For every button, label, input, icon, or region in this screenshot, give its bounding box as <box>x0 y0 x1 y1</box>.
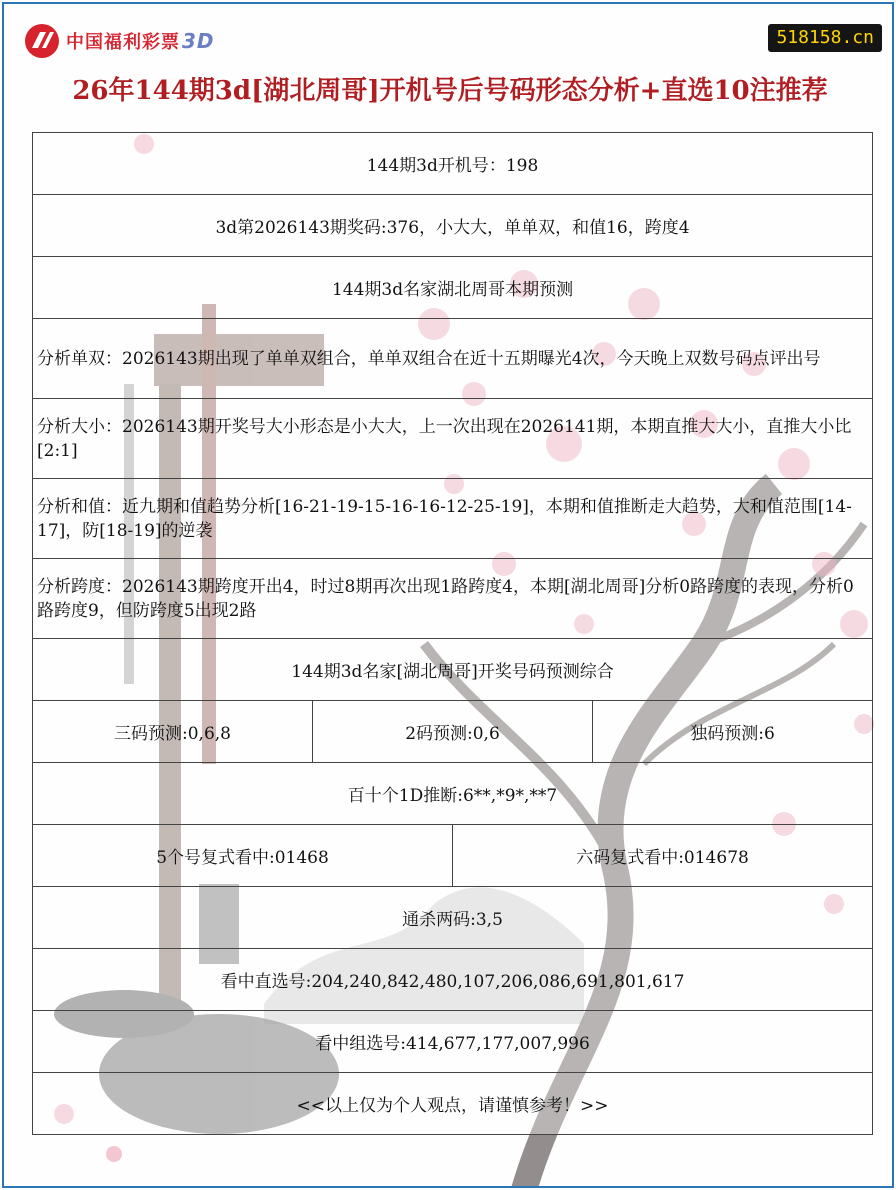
page-frame <box>2 2 894 1188</box>
site-badge[interactable]: 518158.cn <box>768 24 882 52</box>
table-row <box>33 701 873 763</box>
analysis-odd-even: 分析单双：2026143期出现了单单双组合，单单双组合在近十五期曝光4次，今天晚上双数号码点评出号 <box>33 319 873 399</box>
disclaimer: <<以上仅为个人观点，请谨慎参考！>> <box>33 1073 873 1135</box>
expert-heading: 144期3d名家湖北周哥本期预测 <box>33 257 873 319</box>
table-row <box>33 195 873 257</box>
summary-heading: 144期3d名家[湖北周哥]开奖号码预测综合 <box>33 639 873 701</box>
page-title: 26年144期3d[湖北周哥]开机号后号码形态分析+直选10注推荐 <box>72 76 828 106</box>
prediction-table <box>32 132 873 1135</box>
table-row <box>33 639 873 701</box>
logo-text: 中国福利彩票 <box>66 32 180 53</box>
table-row <box>33 133 873 195</box>
logo-3d: 3D <box>182 29 215 53</box>
six-combo: 六码复式看中:014678 <box>453 825 873 887</box>
five-combo: 5个号复式看中:01468 <box>33 825 453 887</box>
last-draw: 3d第2026143期奖码:376，小大大，单单双，和值16，跨度4 <box>33 195 873 257</box>
kill-two: 通杀两码:3,5 <box>33 887 873 949</box>
two-code-prediction: 2码预测:0,6 <box>313 701 593 763</box>
table-row <box>33 319 873 399</box>
table-row <box>33 399 873 479</box>
table-row <box>33 825 873 887</box>
single-code-prediction: 独码预测:6 <box>593 701 873 763</box>
machine-number: 144期3d开机号：198 <box>33 133 873 195</box>
table-row <box>33 887 873 949</box>
direct-picks: 看中直选号:204,240,842,480,107,206,086,691,801,617 <box>33 949 873 1011</box>
table-row <box>33 257 873 319</box>
group-picks: 看中组选号:414,677,177,007,996 <box>33 1011 873 1073</box>
lottery-logo <box>22 22 215 60</box>
lottery-logo-icon <box>22 22 62 60</box>
table-row <box>33 763 873 825</box>
analysis-span: 分析跨度：2026143期跨度开出4，时过8期再次出现1路跨度4，本期[湖北周哥]分析0路跨度的表现，分析0路跨度9，但防跨度5出现2路 <box>33 559 873 639</box>
table-row <box>33 1073 873 1135</box>
table-row <box>33 559 873 639</box>
three-code-prediction: 三码预测:0,6,8 <box>33 701 313 763</box>
table-row <box>33 479 873 559</box>
analysis-size: 分析大小：2026143期开奖号大小形态是小大大，上一次出现在2026141期，本期直推大大小，直推大小比[2:1] <box>33 399 873 479</box>
header <box>4 4 894 124</box>
table-row <box>33 1011 873 1073</box>
table-row <box>33 949 873 1011</box>
position-1d: 百十个1D推断:6**,*9*,**7 <box>33 763 873 825</box>
analysis-sum: 分析和值：近九期和值趋势分析[16-21-19-15-16-16-12-25-19]，本期和值推断走大趋势，大和值范围[14-17]，防[18-19]的逆袭 <box>33 479 873 559</box>
